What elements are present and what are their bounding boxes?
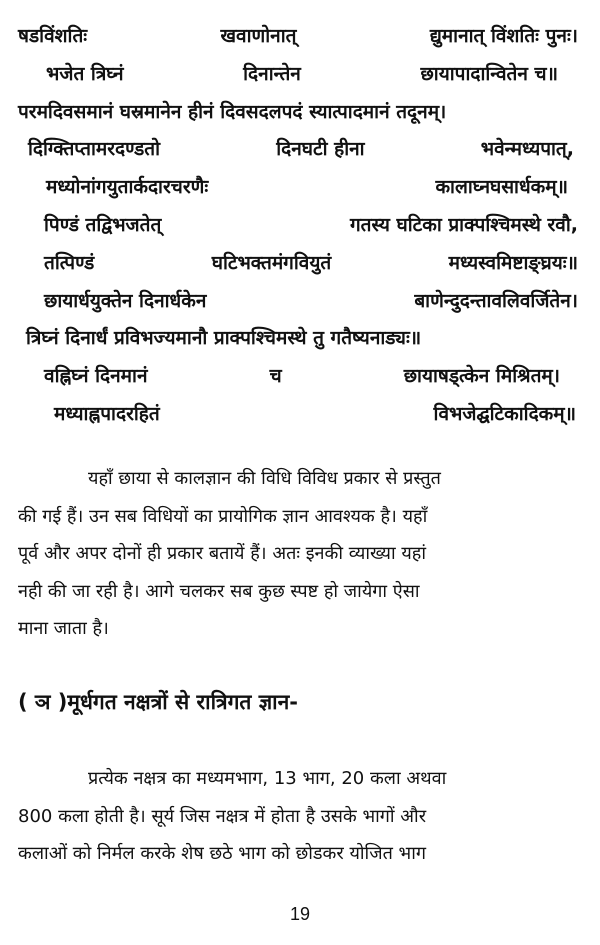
verse-segment: षडविंशतिः [18, 25, 88, 47]
verse-line [18, 18, 578, 56]
verse-segment: मध्योनांगयुतार्कदारचरणैः [46, 176, 209, 199]
verse-line [18, 396, 578, 434]
verse-segment: दिग्क्तिप्तामरदण्डतो [28, 138, 161, 161]
verse-line [18, 94, 578, 132]
verse-line [18, 245, 578, 283]
body-paragraph [18, 760, 582, 873]
verse-segment: बाणेन्दुदन्तावलिवर्जितेन। [414, 289, 578, 312]
paragraph-line: यहाँ छाया से कालज्ञान की विधि विविध प्रकार से प्रस्तुत [88, 468, 441, 489]
verse-line [18, 283, 578, 321]
paragraph-line: की गई हैं। उन सब विधियों का प्रायोगिक ज्ञान आवश्यक है। यहाँ [18, 505, 428, 527]
verse-segment: भजेत त्रिघ्नं [46, 62, 124, 85]
paragraph-line: पूर्व और अपर दोनों ही प्रकार बतायें हैं। अतः इनकी व्याख्या यहां [18, 543, 426, 564]
verse-segment: गतस्य घटिका प्राक्पश्चिमस्थे रवौ, [349, 213, 578, 236]
verse-segment: त्रिघ्नं दिनार्धं प्रविभज्यमानौ प्राक्पश्चिमस्थे तु गतैष्यनाड्यः॥ [26, 327, 422, 350]
verse-line [18, 207, 578, 245]
verse-segment: च [269, 365, 282, 388]
verse-segment: कालाघ्नघसार्धकम्॥ [435, 176, 568, 199]
verse-line [18, 169, 578, 207]
section-heading: ( ञ )मूर्धगत नक्षत्रों से रात्रिगत ज्ञान- [18, 690, 298, 714]
verse-segment: पिण्डं तद्विभजतेत् [44, 213, 162, 236]
verse-segment: छायाषड्त्केन मिश्रितम्। [403, 365, 560, 388]
commentary-paragraph [18, 460, 582, 648]
verse-segment: छायापादान्वितेन च॥ [420, 62, 558, 85]
page-number: 19 [289, 904, 311, 924]
paragraph-line: कलाओं को निर्मल करके शेष छठे भाग को छोडकर योजित भाग [18, 843, 426, 864]
verse-segment: मध्यस्वमिष्टाङ्घ्रयः॥ [448, 251, 578, 274]
paragraph-line: नही की जा रही है। आगे चलकर सब कुछ स्पष्ट हो जायेगा ऐसा [18, 580, 420, 602]
paragraph-line: प्रत्येक नक्षत्र का मध्यमभाग, 13 भाग, 20 कला अथवा [88, 768, 447, 789]
verse-segment: दिनघटी हीना [276, 138, 365, 161]
paragraph-line: 800 कला होती है। सूर्य जिस नक्षत्र में होता है उसके भागों और [18, 805, 427, 827]
verse-segment: खवाणोनात् [220, 25, 297, 47]
verse-segment: मध्याह्नपादरहितं [54, 402, 160, 425]
paragraph-line: माना जाता है। [18, 618, 109, 639]
verse-line [18, 320, 578, 358]
verse-segment: भवेन्मध्यपात्, [480, 138, 574, 161]
verse-segment: तत्पिण्डं [44, 251, 95, 274]
verse-segment: दिनान्तेन [243, 62, 301, 85]
verse-segment: परमदिवसमानं घस्रमानेन हीनं दिवसदलपदं स्यात्पादमानं तदूनम्। [18, 100, 447, 123]
verse-line [18, 358, 578, 396]
verse-line [18, 56, 578, 94]
verse-line [18, 131, 578, 169]
verse-segment: वह्निघ्नं दिनमानं [44, 365, 148, 388]
sanskrit-verses [18, 18, 578, 434]
verse-segment: छायार्धयुक्तेन दिनार्धकेन [44, 289, 207, 312]
verse-segment: विभजेद्घटिकादिकम्॥ [433, 402, 576, 425]
verse-segment: घटिभक्तमंगवियुतं [211, 251, 332, 274]
verse-segment: द्युमानात् विंशतिः पुनः। [429, 25, 578, 47]
